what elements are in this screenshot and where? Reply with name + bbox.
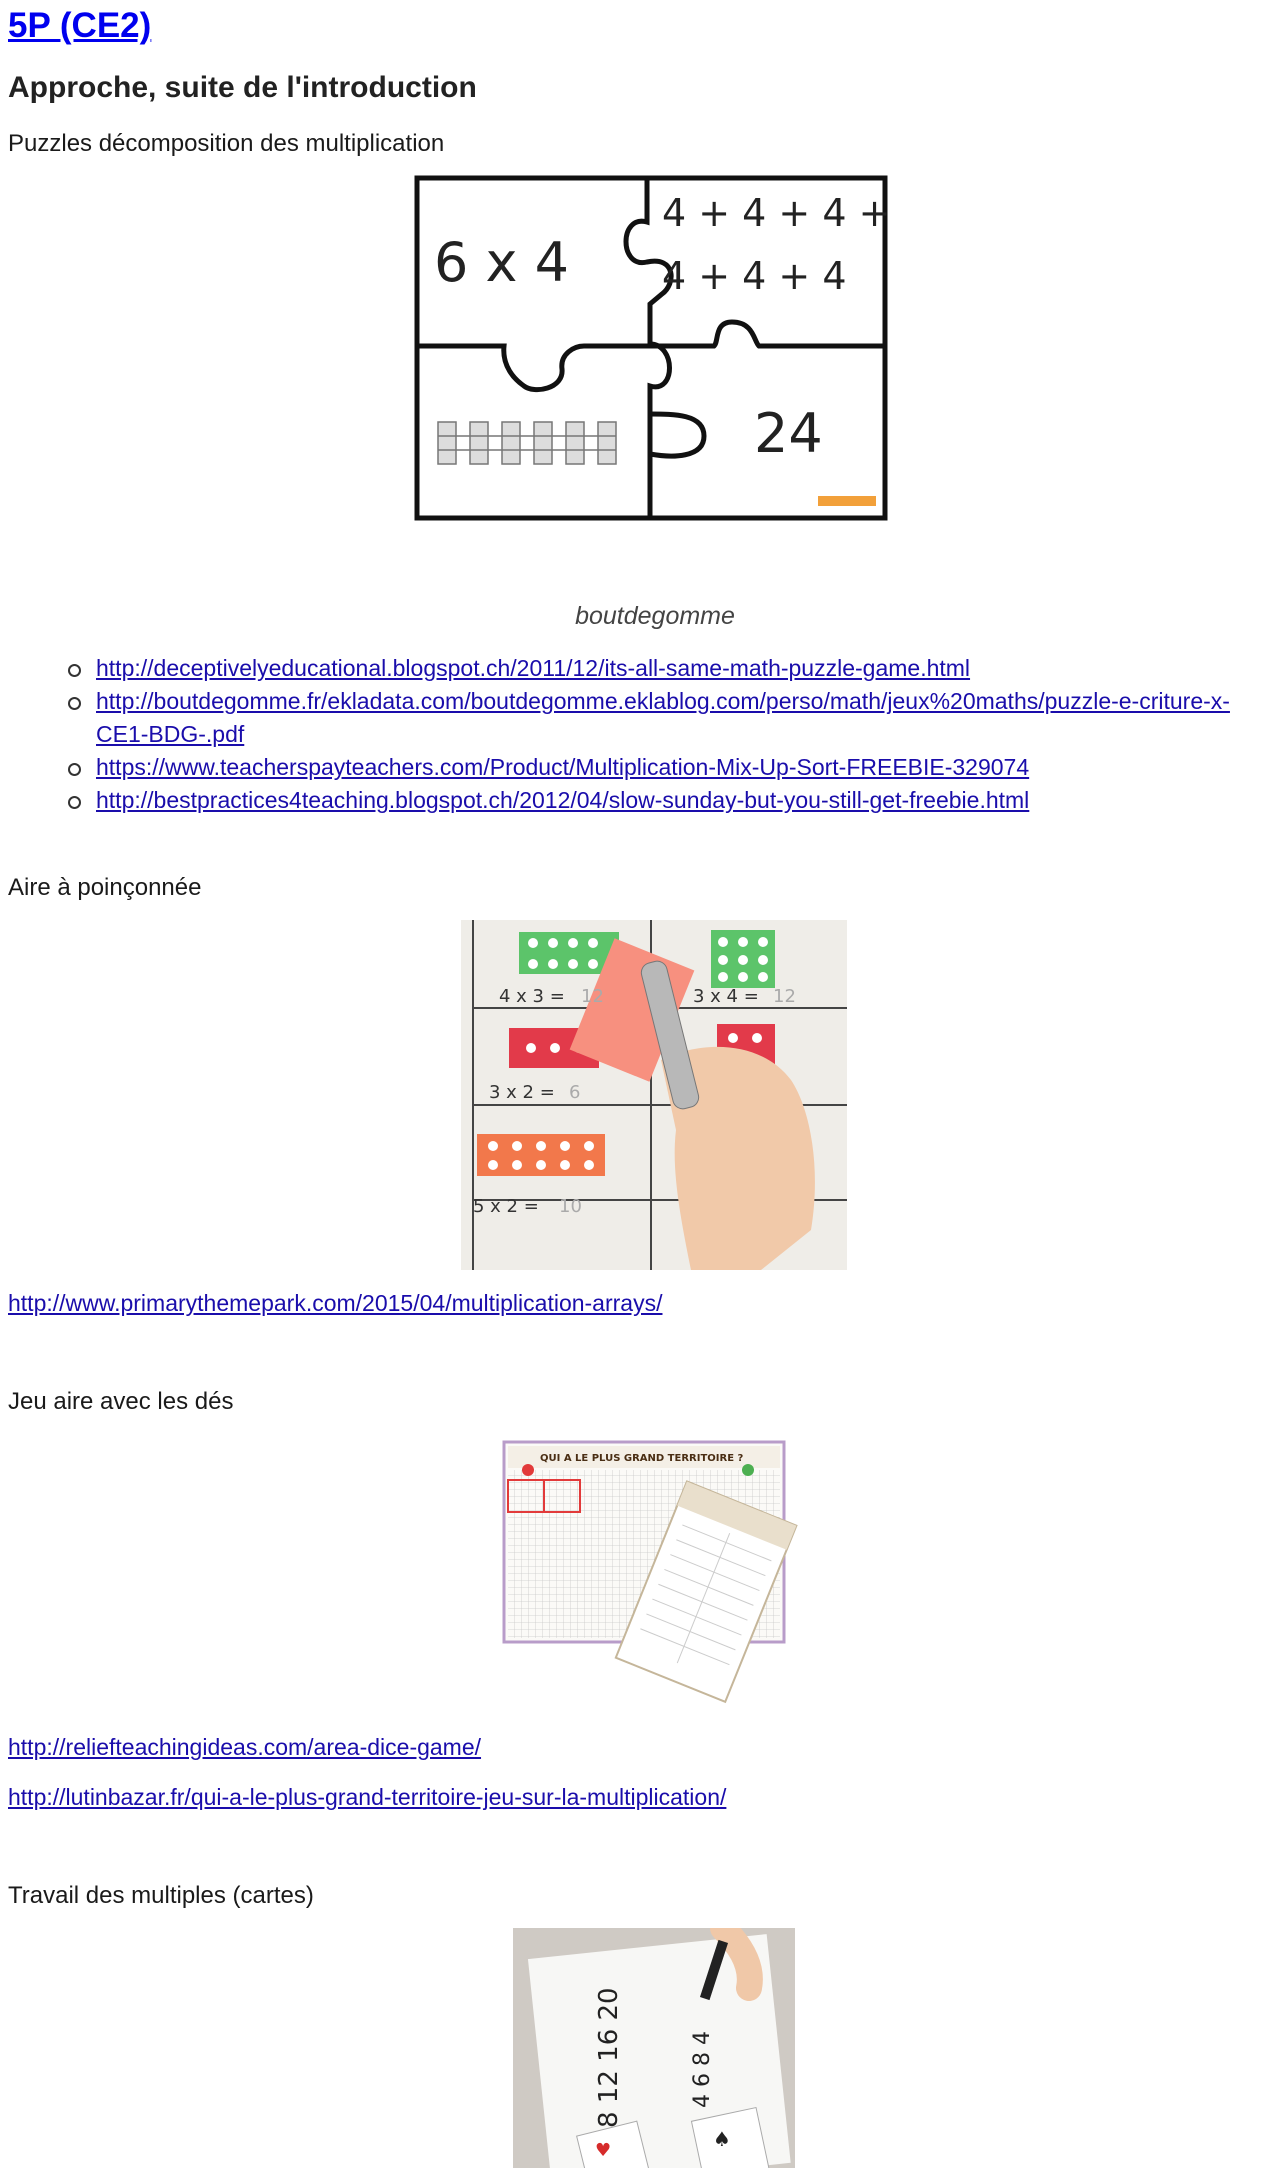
bullet-icon [68,763,81,776]
equation-answer: 12 [581,986,604,1007]
equation-label: 4 x 3 = [499,986,565,1007]
resource-link[interactable]: http://bestpractices4teaching.blogspot.ch/2012/04/slow-sunday-but-you-still-get-freebie.html [96,787,1030,813]
resource-link[interactable]: http://www.primarythemepark.com/2015/04/multiplication-arrays/ [8,1290,663,1316]
list-item [0,751,1280,784]
punch-image [461,920,847,1270]
dice-svg [500,1440,810,1706]
equation-answer: 6 [569,1082,581,1103]
spade-icon: ♠ [713,2127,731,2151]
puzzle-links-list [0,652,1280,817]
bullet-icon [68,697,81,710]
bullet-icon [68,796,81,809]
game-banner: QUI A LE PLUS GRAND TERRITOIRE ? [540,1453,744,1464]
dice-game-image [500,1440,810,1706]
logo-mark [818,496,876,506]
resource-link[interactable]: http://lutinbazar.fr/qui-a-le-plus-grand-territoire-jeu-sur-la-multiplication/ [8,1784,727,1810]
list-item [0,784,1280,817]
dice-heading: Jeu aire avec les dés [8,1388,234,1415]
equation-label: 5 x 2 = [473,1196,539,1217]
multiples-written: 4 6 8 4 [690,2031,715,2108]
puzzle-heading: Puzzles décomposition des multiplication [8,130,445,157]
section-title: Approche, suite de l'introduction [8,71,477,104]
puzzle-piece-text: 24 [754,402,823,465]
puzzle-piece-text: 4 + 4 + 4 [662,254,847,298]
multiples-heading: Travail des multiples (cartes) [8,1882,314,1909]
resource-link[interactable]: https://www.teacherspayteachers.com/Product/Multiplication-Mix-Up-Sort-FREEBIE-329074 [96,754,1030,780]
multiples-svg [513,1928,795,2168]
punch-svg [461,920,847,1270]
multiples-numbers: 8 12 16 20 [594,1987,624,2128]
bullet-icon [68,664,81,677]
list-item [0,652,1280,685]
puzzle-image [414,174,890,524]
multiples-image [513,1928,795,2168]
puzzle-piece-text: 4 + 4 + 4 + [662,191,890,235]
puzzle-svg [414,174,890,524]
equation-answer: 10 [559,1196,582,1217]
equation-label: 3 x 2 = [489,1082,555,1103]
page-title-link[interactable]: 5P (CE2) [8,6,152,45]
puzzle-piece-text: 6 x 4 [434,231,569,294]
equation-label: 3 x 4 = [693,986,759,1007]
page-title [8,4,151,48]
resource-link[interactable]: http://reliefteachingideas.com/area-dice-game/ [8,1734,482,1760]
resource-link-continued[interactable]: CE1-BDG-.pdf [96,721,245,747]
punch-heading: Aire à poinçonnée [8,874,202,901]
resource-link[interactable]: http://deceptivelyeducational.blogspot.ch/2011/12/its-all-same-math-puzzle-game.html [96,655,971,681]
equation-answer: 12 [773,986,796,1007]
heart-icon: ♥ [595,2140,612,2161]
list-item [0,685,1280,751]
image-caption: boutdegomme [575,602,735,630]
resource-link[interactable]: http://boutdegomme.fr/ekladata.com/boutdegomme.eklablog.com/perso/math/jeux%20maths/puzzle-e-criture-x- [96,688,1230,714]
